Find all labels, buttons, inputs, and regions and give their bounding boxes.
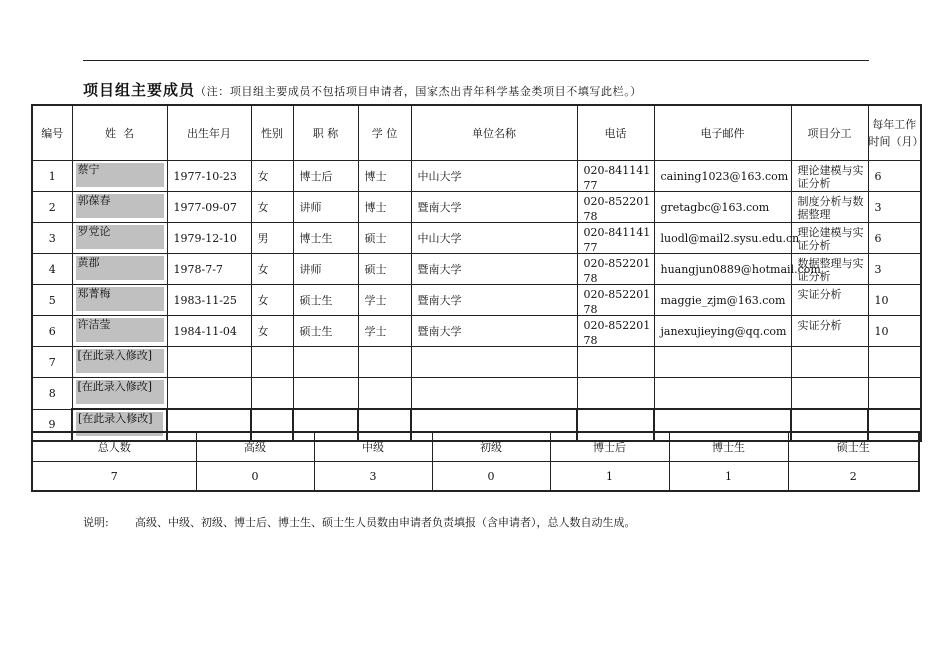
member-row	[32, 254, 921, 285]
member-role[interactable]	[791, 347, 868, 378]
member-email[interactable]: luodl@mail2.sysu.edu.cn	[654, 223, 791, 254]
member-degree[interactable]	[358, 378, 411, 410]
member-phone[interactable]	[577, 316, 654, 347]
member-role-text: 实证分析	[797, 319, 842, 332]
member-sex[interactable]: 女	[251, 285, 293, 316]
member-unit[interactable]: 暨南大学	[411, 285, 577, 316]
member-title[interactable]: 讲师	[293, 254, 358, 285]
member-name-field[interactable]	[72, 316, 167, 347]
member-unit[interactable]	[411, 347, 577, 378]
member-months[interactable]: 6	[868, 161, 921, 192]
member-email[interactable]: janexujieying@qq.com	[654, 316, 791, 347]
col-header-sex: 性别	[251, 105, 293, 161]
member-role[interactable]	[791, 254, 868, 285]
member-name-field[interactable]	[72, 192, 167, 223]
member-role-text	[798, 348, 868, 376]
member-degree[interactable]: 学士	[358, 285, 411, 316]
member-title[interactable]: 硕士生	[293, 316, 358, 347]
member-sex[interactable]	[251, 347, 293, 378]
member-role-text	[798, 379, 868, 407]
member-phone[interactable]	[577, 223, 654, 254]
footnote	[83, 514, 636, 530]
summary-value-row	[32, 462, 919, 492]
member-email[interactable]: maggie_zjm@163.com	[654, 285, 791, 316]
member-no: 7	[32, 347, 72, 378]
member-phone-text	[578, 348, 654, 376]
member-role-text: 理论建模与实证分析	[797, 226, 864, 252]
member-email[interactable]: caining1023@163.com	[654, 161, 791, 192]
member-months[interactable]: 10	[868, 316, 921, 347]
member-phone[interactable]	[577, 378, 654, 410]
member-months[interactable]	[868, 347, 921, 378]
member-no: 5	[32, 285, 72, 316]
member-no: 1	[32, 161, 72, 192]
member-sex[interactable]	[251, 378, 293, 410]
member-name-input[interactable]: [在此录入修改]	[76, 380, 164, 404]
member-degree[interactable]: 博士	[358, 161, 411, 192]
member-phone-text: 020-85220178	[583, 257, 651, 285]
summary-header-senior: 高级	[196, 432, 314, 462]
member-name-field[interactable]	[72, 161, 167, 192]
member-unit[interactable]: 中山大学	[411, 161, 577, 192]
member-no: 3	[32, 223, 72, 254]
member-row	[32, 192, 921, 223]
member-sex[interactable]: 女	[251, 254, 293, 285]
member-months[interactable]	[868, 378, 921, 410]
col-header-no: 编号	[32, 105, 72, 161]
member-name-input[interactable]: 郭葆春	[76, 194, 164, 218]
member-name-input[interactable]: 郑菁梅	[76, 287, 164, 311]
member-row	[32, 378, 921, 410]
member-role-text: 制度分析与数据整理	[797, 195, 864, 221]
member-phone[interactable]	[577, 285, 654, 316]
col-header-title: 职 称	[293, 105, 358, 161]
member-role[interactable]	[791, 192, 868, 223]
summary-header-row	[32, 432, 919, 462]
member-unit[interactable]: 中山大学	[411, 223, 577, 254]
member-months[interactable]: 3	[868, 192, 921, 223]
member-name-input[interactable]: 罗党论	[76, 225, 164, 249]
member-phone-text: 020-85220178	[583, 195, 651, 223]
member-birth[interactable]	[167, 378, 251, 410]
member-row	[32, 347, 921, 378]
member-birth[interactable]: 1977-10-23	[167, 161, 251, 192]
member-birth[interactable]	[167, 347, 251, 378]
summary-header-intermediate: 中级	[314, 432, 432, 462]
member-birth[interactable]: 1977-09-07	[167, 192, 251, 223]
member-phone-text	[578, 379, 654, 407]
summary-header-total: 总人数	[32, 432, 196, 462]
member-name-input[interactable]: 黄郡	[76, 256, 164, 280]
member-name-field[interactable]	[72, 254, 167, 285]
member-birth[interactable]: 1984-11-04	[167, 316, 251, 347]
member-months[interactable]: 10	[868, 285, 921, 316]
member-unit[interactable]: 暨南大学	[411, 192, 577, 223]
member-birth[interactable]: 1978-7-7	[167, 254, 251, 285]
footnote-label: 说明:	[83, 516, 109, 529]
col-header-degree: 学 位	[358, 105, 411, 161]
member-phone-text: 020-84114177	[583, 226, 651, 254]
member-phone-text: 020-85220178	[583, 288, 651, 316]
member-name-field[interactable]	[72, 347, 167, 378]
member-email[interactable]: gretagbc@163.com	[654, 192, 791, 223]
section-heading	[83, 79, 642, 100]
member-months[interactable]: 3	[868, 254, 921, 285]
member-phone[interactable]	[577, 161, 654, 192]
member-email[interactable]	[654, 347, 791, 378]
member-name-field[interactable]	[72, 223, 167, 254]
member-name-field[interactable]	[72, 285, 167, 316]
member-phone-text: 020-85220178	[583, 319, 651, 347]
member-degree[interactable]: 博士	[358, 192, 411, 223]
member-role[interactable]	[791, 316, 868, 347]
member-name-input[interactable]: 许洁莹	[76, 318, 164, 342]
member-role[interactable]	[791, 285, 868, 316]
member-role[interactable]	[791, 378, 868, 410]
member-email[interactable]	[654, 378, 791, 410]
col-header-name: 姓 名	[72, 105, 167, 161]
summary-header-master: 硕士生	[788, 432, 919, 462]
member-degree[interactable]	[358, 347, 411, 378]
member-phone[interactable]	[577, 192, 654, 223]
member-title[interactable]: 博士生	[293, 223, 358, 254]
member-no: 8	[32, 378, 72, 410]
member-row	[32, 316, 921, 347]
member-name-input[interactable]: [在此录入修改]	[76, 349, 164, 373]
members-header-row	[32, 105, 921, 161]
member-degree[interactable]: 硕士	[358, 223, 411, 254]
member-row	[32, 223, 921, 254]
member-title[interactable]	[293, 378, 358, 410]
member-sex[interactable]: 男	[251, 223, 293, 254]
summary-value-master[interactable]: 2	[788, 462, 919, 492]
section-note: （注：项目组主要成员不包括项目申请者，国家杰出青年科学基金类项目不填写此栏。）	[195, 85, 642, 98]
member-unit[interactable]	[411, 378, 577, 410]
member-role-text: 实证分析	[797, 288, 842, 301]
member-sex[interactable]: 女	[251, 316, 293, 347]
col-header-phone: 电话	[577, 105, 654, 161]
summary-value-junior[interactable]: 0	[432, 462, 550, 492]
member-birth[interactable]: 1979-12-10	[167, 223, 251, 254]
top-rule	[83, 60, 869, 61]
member-unit[interactable]: 暨南大学	[411, 316, 577, 347]
member-no: 9	[32, 409, 72, 441]
summary-value-phd[interactable]: 1	[669, 462, 788, 492]
col-header-unit: 单位名称	[411, 105, 577, 161]
member-sex[interactable]: 女	[251, 192, 293, 223]
member-phone[interactable]	[577, 347, 654, 378]
member-title[interactable]: 讲师	[293, 192, 358, 223]
section-title: 项目组主要成员	[83, 81, 196, 99]
member-sex[interactable]: 女	[251, 161, 293, 192]
member-unit[interactable]: 暨南大学	[411, 254, 577, 285]
member-title[interactable]: 硕士生	[293, 285, 358, 316]
member-email[interactable]: huangjun0889@hotmail.com	[654, 254, 791, 285]
member-name-field[interactable]	[72, 378, 167, 410]
member-degree[interactable]: 学士	[358, 316, 411, 347]
member-role-text: 理论建模与实证分析	[797, 164, 864, 190]
member-row	[32, 161, 921, 192]
member-months[interactable]: 6	[868, 223, 921, 254]
summary-header-junior: 初级	[432, 432, 550, 462]
summary-header-postdoc: 博士后	[550, 432, 669, 462]
member-phone-text: 020-84114177	[583, 164, 651, 192]
col-header-birth: 出生年月	[167, 105, 251, 161]
footnote-text: 高级、中级、初级、博士后、博士生、硕士生人员数由申请者负责填报（含申请者），总人数自动生成。	[135, 516, 636, 529]
member-name-input[interactable]: 蔡宁	[76, 163, 164, 187]
member-degree[interactable]: 硕士	[358, 254, 411, 285]
members-table	[31, 104, 922, 442]
member-role[interactable]	[791, 223, 868, 254]
col-header-email: 电子邮件	[654, 105, 791, 161]
member-row	[32, 285, 921, 316]
member-no: 6	[32, 316, 72, 347]
summary-value-total: 7	[32, 462, 196, 492]
member-title[interactable]	[293, 347, 358, 378]
member-phone[interactable]	[577, 254, 654, 285]
col-header-months: 每年工作时间（月）	[868, 105, 921, 161]
member-role-text: 数据整理与实证分析	[797, 257, 864, 283]
member-no: 2	[32, 192, 72, 223]
member-name-input[interactable]: [在此录入修改]	[76, 412, 163, 436]
member-birth[interactable]: 1983-11-25	[167, 285, 251, 316]
summary-value-intermediate[interactable]: 3	[314, 462, 432, 492]
member-no: 4	[32, 254, 72, 285]
member-title[interactable]: 博士后	[293, 161, 358, 192]
summary-header-phd: 博士生	[669, 432, 788, 462]
member-role[interactable]	[791, 161, 868, 192]
summary-value-senior[interactable]: 0	[196, 462, 314, 492]
summary-table	[31, 431, 920, 492]
col-header-role: 项目分工	[791, 105, 868, 161]
summary-value-postdoc[interactable]: 1	[550, 462, 669, 492]
